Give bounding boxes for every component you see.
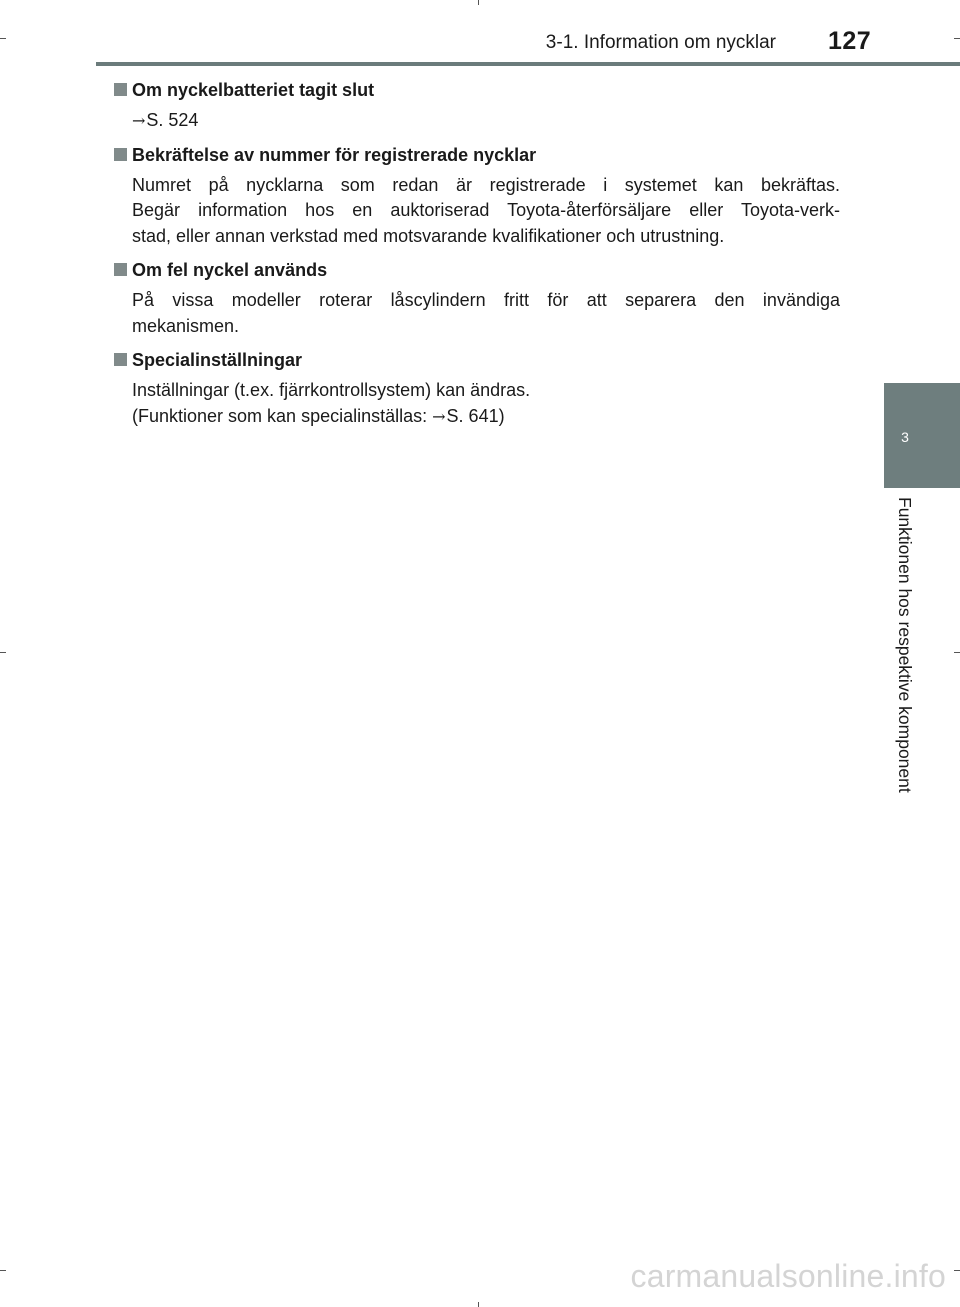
section-title: 3-1. Information om nycklar (545, 32, 776, 53)
page-number: 127 (828, 27, 872, 55)
body-line (132, 108, 840, 134)
body-line-text: (Funktioner som kan specialinställas: (132, 405, 433, 426)
chapter-label-text: Funktionen hos respektive komponent (895, 497, 915, 793)
chapter-tab (884, 383, 960, 488)
square-bullet-icon (114, 353, 127, 366)
item-heading (113, 348, 840, 373)
body-line: Numret på nycklarna som redan är registrerade i systemet kan bekräftas. (132, 174, 840, 195)
item-body (113, 378, 840, 429)
page-reference-link[interactable]: S. 641) (446, 405, 505, 426)
item-body (113, 173, 840, 250)
watermark: carmanualsonline.info (630, 1258, 946, 1294)
page-reference-link[interactable]: S. 524 (146, 110, 199, 130)
body-line: På vissa modeller roterar låscylindern fritt för att separera den invändiga (132, 290, 840, 310)
item-heading-text: Specialinställningar (132, 350, 303, 370)
square-bullet-icon (114, 148, 127, 161)
item-heading (113, 143, 840, 168)
item-body (113, 288, 840, 339)
item-heading-text: Om nyckelbatteriet tagit slut (132, 80, 375, 100)
header-rule (96, 62, 960, 66)
list-item (113, 258, 840, 339)
square-bullet-icon (114, 263, 127, 276)
body-line: Begär information hos en auktoriserad Toyota-återförsäljare eller Toyota-verk- (132, 200, 840, 220)
crop-mark (954, 1270, 960, 1271)
crop-mark (954, 652, 960, 653)
arrow-icon: → (432, 406, 446, 426)
page-header (0, 0, 960, 66)
item-body (113, 108, 840, 134)
list-item (113, 143, 840, 250)
body-line: mekanismen. (132, 315, 240, 336)
crop-mark (0, 652, 6, 653)
list-item (113, 348, 840, 429)
square-bullet-icon (114, 83, 127, 96)
arrow-icon: → (132, 111, 146, 130)
item-heading-text: Om fel nyckel används (132, 260, 328, 280)
body-line: Inställningar (t.ex. fjärrkontrollsystem) kan ändras. (132, 380, 531, 400)
body-line: stad, eller annan verkstad med motsvarande kvalifikationer och utrustning. (132, 225, 725, 246)
chapter-label (893, 497, 917, 837)
item-heading (113, 78, 840, 103)
item-heading-text: Bekräftelse av nummer för registrerade nycklar (132, 144, 537, 165)
body-line (132, 404, 840, 430)
crop-mark (0, 1270, 6, 1271)
item-heading (113, 258, 840, 283)
list-item (113, 78, 840, 134)
chapter-number: 3 (901, 429, 909, 445)
crop-mark (478, 1302, 479, 1307)
main-content (113, 78, 840, 438)
